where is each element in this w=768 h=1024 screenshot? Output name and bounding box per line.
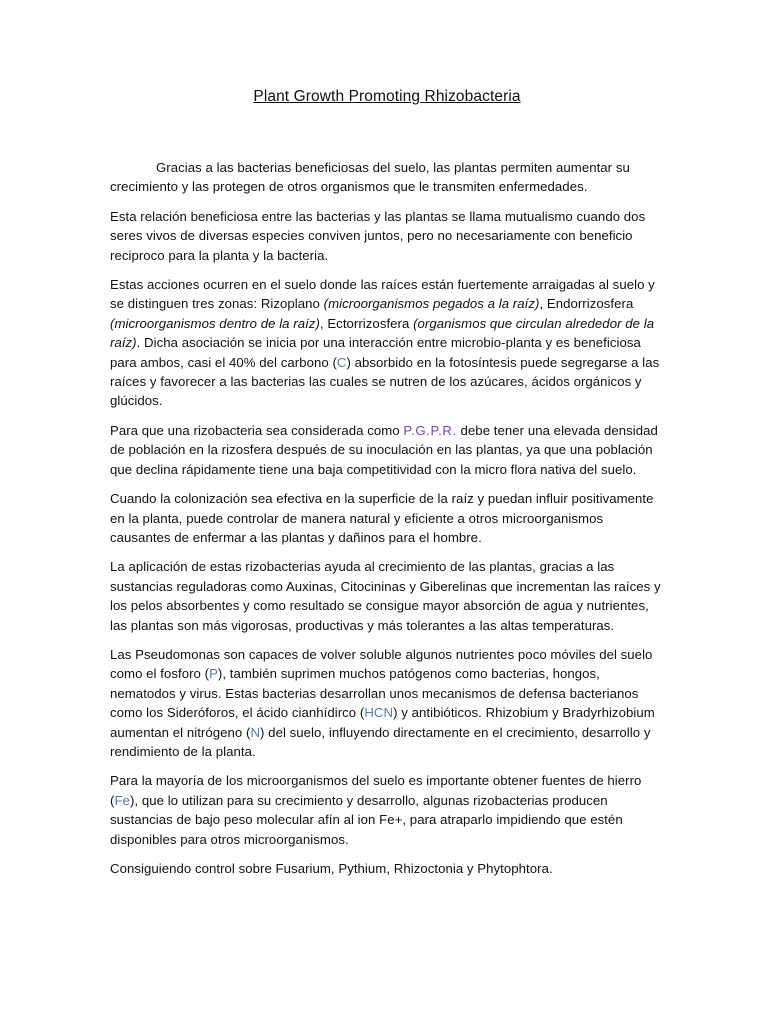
text-run: Estas acciones ocurren en el suelo donde las raíces están fuertemente arraigadas al suelo y se distinguen tres zonas: Rizoplano <box>110 277 655 312</box>
paragraph-application: La aplicación de estas rizobacterias ayuda al crecimiento de las plantas, gracias a las sustancias reguladoras como Auxinas, Citocininas y Giberelinas que incrementan las raíces y los pelos absorbentes y como resultado se consigue mayor absorción de agua y nutrientes, las plantas son más vigorosas, productivas y más tolerantes a las altas temperaturas. <box>110 559 661 633</box>
italic-run: (organismos que circulan alrededor de la raíz) <box>110 315 655 351</box>
italic-run: (microorganismos pegados a la raíz) <box>323 296 540 312</box>
text-run: , Endorrizosfera <box>539 296 634 312</box>
paragraph-zones <box>110 275 664 411</box>
text-run: Para que una rizobacteria sea considerada como <box>110 422 404 438</box>
chemical-symbol-hcn: HCN <box>364 705 394 721</box>
paragraph-mutualism: Esta relación beneficiosa entre las bacterias y las plantas se llama mutualismo cuando dos seres vivos de diversas especies conviven juntos, pero no necesariamente con beneficio reciproco para la planta y la bacteria. <box>110 208 646 263</box>
chemical-symbol-iron: Fe <box>114 792 130 808</box>
paragraph-conclusion: Consiguiendo control sobre Fusarium, Pythium, Rhizoctonia y Phytophtora. <box>110 861 553 876</box>
chemical-symbol-nitrogen: N <box>250 724 261 740</box>
text-run: ) absorbido en la fotosíntesis puede segregarse a las raíces y favorecer a las bacterias las cuales se nutren de los azúcares, ácidos orgánicos y glúcidos. <box>110 354 660 409</box>
text-run: ) del suelo, influyendo directamente en el crecimiento, desarrollo y rendimiento de la planta. <box>110 724 651 759</box>
chemical-symbol-carbon: C <box>336 354 347 370</box>
paragraph-pgpr <box>110 421 664 479</box>
paragraph-pseudomonas <box>110 645 664 761</box>
document-title: Plant Growth Promoting Rhizobacteria <box>253 88 521 105</box>
paragraph-iron <box>110 771 664 849</box>
italic-run: (microorganismos dentro de la raíz) <box>110 315 320 331</box>
text-run: . Dicha asociación se inicia por una interacción entre microbio-planta y es beneficiosa para ambos, casi el 40% del carbono ( <box>110 335 641 370</box>
paragraph-colonization: Cuando la colonización sea efectiva en la superficie de la raíz y puedan influir positivamente en la planta, puede controlar de manera natural y eficiente a otros microorganismos causantes de enfermar a las plantas y dañinos para el hombre. <box>110 491 654 545</box>
pgpr-acronym: P.G.P.R. <box>403 422 457 438</box>
text-run: , Ectorrizosfera <box>319 315 414 331</box>
text-run: debe tener una elevada densidad de población en la rizosfera después de su inoculación en las plantas, ya que una población que declina rápidamente tiene una baja competitividad con la micro flora nativa del suelo. <box>110 422 658 477</box>
chemical-symbol-phosphorus: P <box>209 666 218 682</box>
text-run: ) y antibióticos. Rhizobium y Bradyrhizobium aumentan el nitrógeno ( <box>110 705 655 740</box>
paragraph-intro: Gracias a las bacterias beneficiosas del suelo, las plantas permiten aumentar su crecimiento y las protegen de otros organismos que le transmiten enfermedades. <box>110 160 630 195</box>
text-run: ), también suprimen muchos patógenos como bacterias, hongos, nematodos y virus. Estas bacterias desarrollan unos mecanismos de defensa bacterianos como los Sideróforos, el ácido cianhídirco ( <box>110 666 639 721</box>
text-run: Para la mayoría de los microorganismos del suelo es importante obtener fuentes de hierro ( <box>110 773 642 808</box>
text-run: ), que lo utilizan para su crecimiento y desarrollo, algunas rizobacterias producen sustancias de bajo peso molecular afín al ion Fe+, para atraparlo impidiendo que estén disponibles para otros microorganismos. <box>110 792 623 847</box>
text-run: Las Pseudomonas son capaces de volver soluble algunos nutrientes poco móviles del suelo como el fosforo ( <box>110 646 653 682</box>
